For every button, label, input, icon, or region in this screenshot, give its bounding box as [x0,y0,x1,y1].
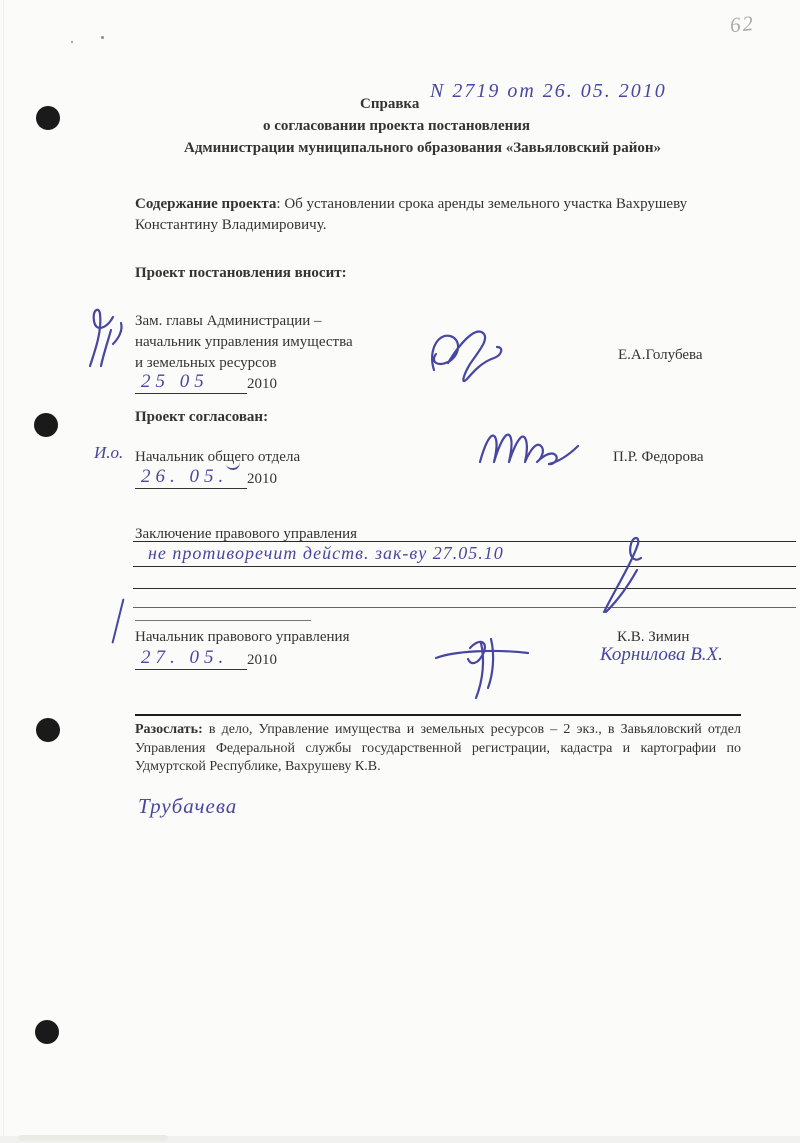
golubeva-signature [420,318,520,396]
hole-punch-icon [35,1020,59,1044]
legal-head-name: К.В. Зимин [617,629,690,645]
legal-year: 2010 [247,652,277,668]
hole-punch-icon [34,413,58,437]
submitter-position-line3: и земельных ресурсов [135,355,277,371]
legal-conclusion-handwritten: не противоречит действ. зак-ву 27.05.10 [148,543,504,563]
legal-conclusion-signature [596,532,651,617]
separator-rule [135,714,741,716]
ink-speck [101,36,104,39]
submitter-name: Е.А.Голубева [618,347,703,363]
page-number-pencil: 62 [728,10,757,38]
agreed-date-line [135,467,277,489]
kornilova-handwritten-name: Корнилова В.Х. [600,644,723,665]
hole-punch-icon [36,106,60,130]
submit-date-line [135,372,277,394]
kornilova-signature [432,630,542,702]
margin-scribble [82,300,127,375]
legal-date-handwritten: 27. 05. [135,648,247,670]
hole-punch-icon [36,718,60,742]
io-handwritten: И.о. [94,443,124,462]
fedorova-signature [476,426,586,471]
document-subtitle-1: о согласовании проекта постановления [263,118,531,134]
submit-year: 2010 [247,376,277,392]
scan-left-edge [3,0,4,1143]
ruled-line [133,541,796,542]
submitter-position [135,311,353,374]
submitter-position-line2: начальник управления имущества [135,334,353,350]
ruled-line [133,607,796,608]
submit-heading: Проект постановления вносит: [135,265,347,281]
legal-conclusion-label: Заключение правового управления [135,526,358,542]
project-summary [135,194,741,236]
submitter-position-line1: Зам. главы Администрации – [135,313,322,329]
agreed-date-handwritten: 26. 05. [135,467,247,489]
ruled-line [133,566,796,567]
document-subtitle-2: Администрации муниципального образования «Завьяловский район» [184,140,662,156]
project-summary-text: : Об установлении срока аренды земельного участка Вахрушеву Константину Владимировичу. [135,196,688,233]
distribution-text: в дело, Управление имущества и земельных ресурсов – 2 экз., в Завьяловский отдел Управления Федеральной службы государственной регистрации, кадастра и картографии по Удмуртской Республике, Вахрушеву К.В. [135,722,741,774]
agreed-position: Начальник общего отдела [135,449,301,465]
legal-head-position: Начальник правового управления [135,629,350,645]
ruled-line-short [135,620,311,621]
distribution-paragraph [135,721,741,777]
reference-number-handwritten: N 2719 от 26. 05. 2010 [430,80,667,102]
distribution-label: Разослать: [135,722,203,737]
executor-handwritten-name: Трубачева [138,794,238,818]
agreed-name: П.Р. Федорова [613,449,704,465]
agreed-year: 2010 [247,471,277,487]
project-summary-label: Содержание проекта [135,196,277,212]
scan-smudge [18,1135,168,1141]
submit-date-handwritten: 25 05 [135,372,247,394]
slash-mark [111,598,124,643]
legal-date-line [135,648,277,670]
ink-speck [71,41,73,43]
document-title: Справка [360,96,420,112]
ruled-line [133,588,796,589]
agreed-heading: Проект согласован: [135,409,269,425]
